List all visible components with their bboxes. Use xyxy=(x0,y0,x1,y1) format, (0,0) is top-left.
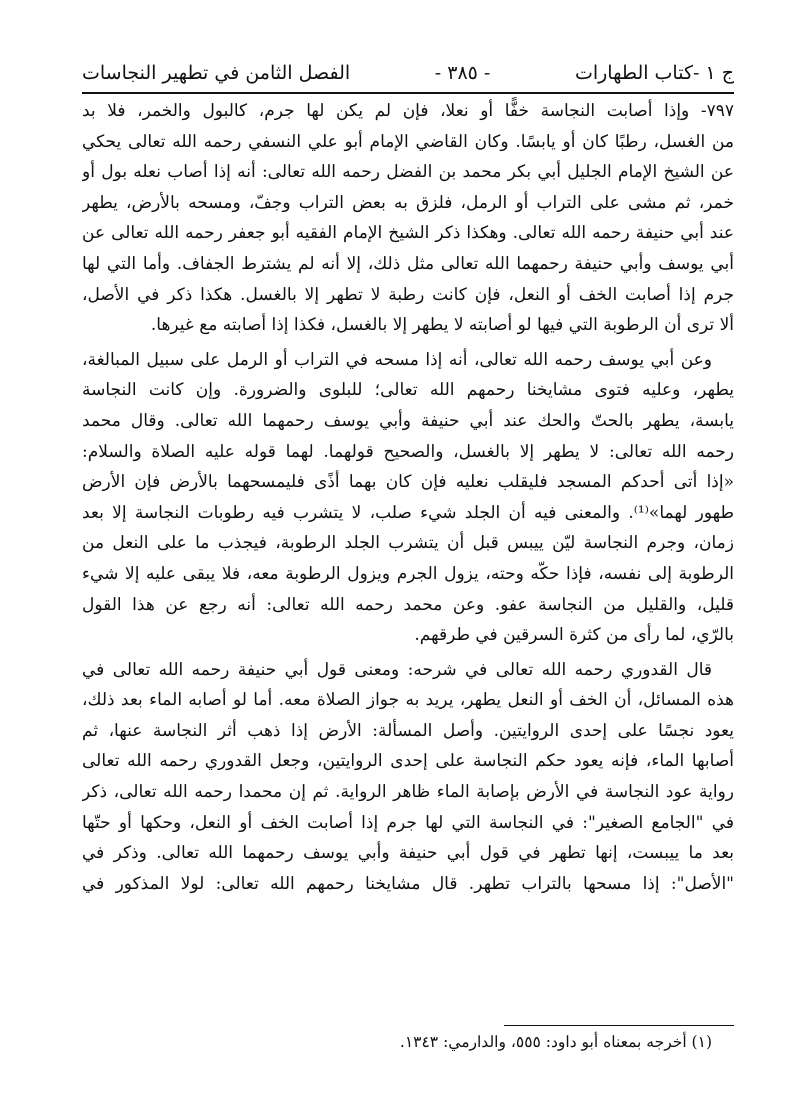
text-line: عن الشيخ الإمام الجليل أبي بكر محمد بن الفضل رحمه الله تعالى: أنه إذا أصاب نعله بول أو xyxy=(82,162,734,183)
paragraph-2 xyxy=(82,345,734,651)
text-line: عند أبي حنيفة رحمه الله تعالى. وهكذا ذكر الشيخ الإمام الفقيه أبو جعفر رحمه الله تعالى عن xyxy=(82,223,734,244)
text-line: جرم إذا أصابت الخف أو النعل، فإن كانت رطبة لا تطهر إلا بالغسل. هكذا ذكر في الأصل، xyxy=(82,284,734,305)
text-line: من الغسل، رطبًا كان أو يابسًا. وكان القاضي الإمام أبو علي النسفي رحمه الله تعالى يحكي xyxy=(82,131,734,152)
text-line: زمان، وجرم النجاسة ليّن ييبس قبل أن يتشرب الجلد الرطوبة، فيجذب ما على النعل من xyxy=(82,533,734,554)
text-line: يطهر، وعليه فتوى مشايخنا رحمهم الله تعالى؛ للبلوى والضرورة. وإن كانت النجاسة xyxy=(82,380,734,401)
footnote-divider xyxy=(504,1025,734,1026)
text-line: ٧٩٧- وإذا أصابت النجاسة خفًّا أو نعلا، فإن لم يكن لها جرم، كالبول والخمر، فلا بد xyxy=(82,101,734,121)
text-line: قليل، والقليل من النجاسة عفو. وعن محمد رحمه الله تعالى: أنه رجع عن هذا القول xyxy=(82,594,734,615)
text-line: أبي يوسف وأبي حنيفة رحمهما الله تعالى مثل ذلك، إلا أنه لم يشترط الجفاف. وأما التي لها xyxy=(82,253,734,274)
text-line: "الأصل": إذا مسحها بالتراب تطهر. قال مشايخنا رحمهم الله تعالى: لولا المذكور في xyxy=(82,873,734,894)
text-line: أصابها الماء، فإنه يعود حكم النجاسة على إحدى الروايتين، وجعل القدوري رحمه الله تعالى xyxy=(82,751,734,772)
header-chapter-title: الفصل الثامن في تطهير النجاسات xyxy=(82,62,351,84)
text-line: هذه المسائل، أن الخف أو النعل يطهر، يريد به جواز الصلاة معه. أما لو أصابه الماء بعد ذلك، xyxy=(82,690,734,711)
header-divider xyxy=(82,92,734,94)
text-line: يابسة، يطهر بالحتّ والحك عند أبي حنيفة وأبي يوسف رحمهما الله تعالى. وقال محمد xyxy=(82,410,734,431)
text-line: يعود نجسًا على إحدى الروايتين. وأصل المسألة: الأرض إذا ذهب أثر النجاسة عنها، ثم xyxy=(82,720,734,741)
text-line: رحمه الله تعالى: لا يطهر إلا بالغسل، والصحيح قولهما. لهما قوله عليه الصلاة والسلام: xyxy=(82,441,734,462)
footnote: (١) أخرجه بمعناه أبو داود: ٥٥٥، والدارمي: ١٣٤٣. xyxy=(399,1033,712,1051)
text-line: قال القدوري رحمه الله تعالى في شرحه: ومعنى قول أبي حنيفة رحمه الله تعالى في xyxy=(82,659,712,680)
text-line: الرطوبة إلى نفسه، فإذا حكّه وحته، يزول الجرم ويزول الرطوبة معه، فلا يبقى عليه إلا شيء xyxy=(82,563,734,584)
main-text xyxy=(82,96,734,899)
text-line: طهور لهما»⁽¹⁾. والمعنى فيه أن الجلد شيء صلب، لا يتشرب فيه رطوبات النجاسة إلا بعد xyxy=(82,502,734,523)
text-line: وعن أبي يوسف رحمه الله تعالى، أنه إذا مسحه في التراب أو الرمل على سبيل المبالغة، xyxy=(82,349,712,370)
text-line: بالرّي، لما رأى من كثرة السرقين في طرقهم. xyxy=(414,625,734,646)
text-line: في "الجامع الصغير": في النجاسة التي لها جرم إذا أصابت الخف أو النعل، وحكها أو حتّها xyxy=(82,812,734,833)
text-line: رواية عود النجاسة في الأرض بإصابة الماء ظاهر الرواية. ثم إن محمدا رحمه الله تعالى، ذكر xyxy=(82,782,734,803)
paragraph-1 xyxy=(82,96,734,341)
page-number: - ٣٨٥ - xyxy=(434,62,491,84)
text-line: «إذا أتى أحدكم المسجد فليقلب نعليه فإن كان بهما أذًى فليمسحهما بالأرض فإن الأرض xyxy=(82,472,734,493)
paragraph-3 xyxy=(82,655,734,900)
text-line: ألا ترى أن الرطوبة التي فيها لو أصابته لا يطهر إلا بالغسل، فكذا إذا أصابته مع غيرها. xyxy=(150,315,734,336)
text-line: بعد ما ييبست، إنها تطهر في قول أبي حنيفة وأبي يوسف رحمهما الله تعالى. وذكر في xyxy=(82,843,734,864)
running-header xyxy=(82,58,734,88)
text-line: خمر، ثم مشى على التراب أو الرمل، فلزق به بعض التراب وجفّ، ومسحه بالأرض، يطهر xyxy=(82,192,734,213)
header-book-title: ج ١ -كتاب الطهارات xyxy=(574,62,734,84)
